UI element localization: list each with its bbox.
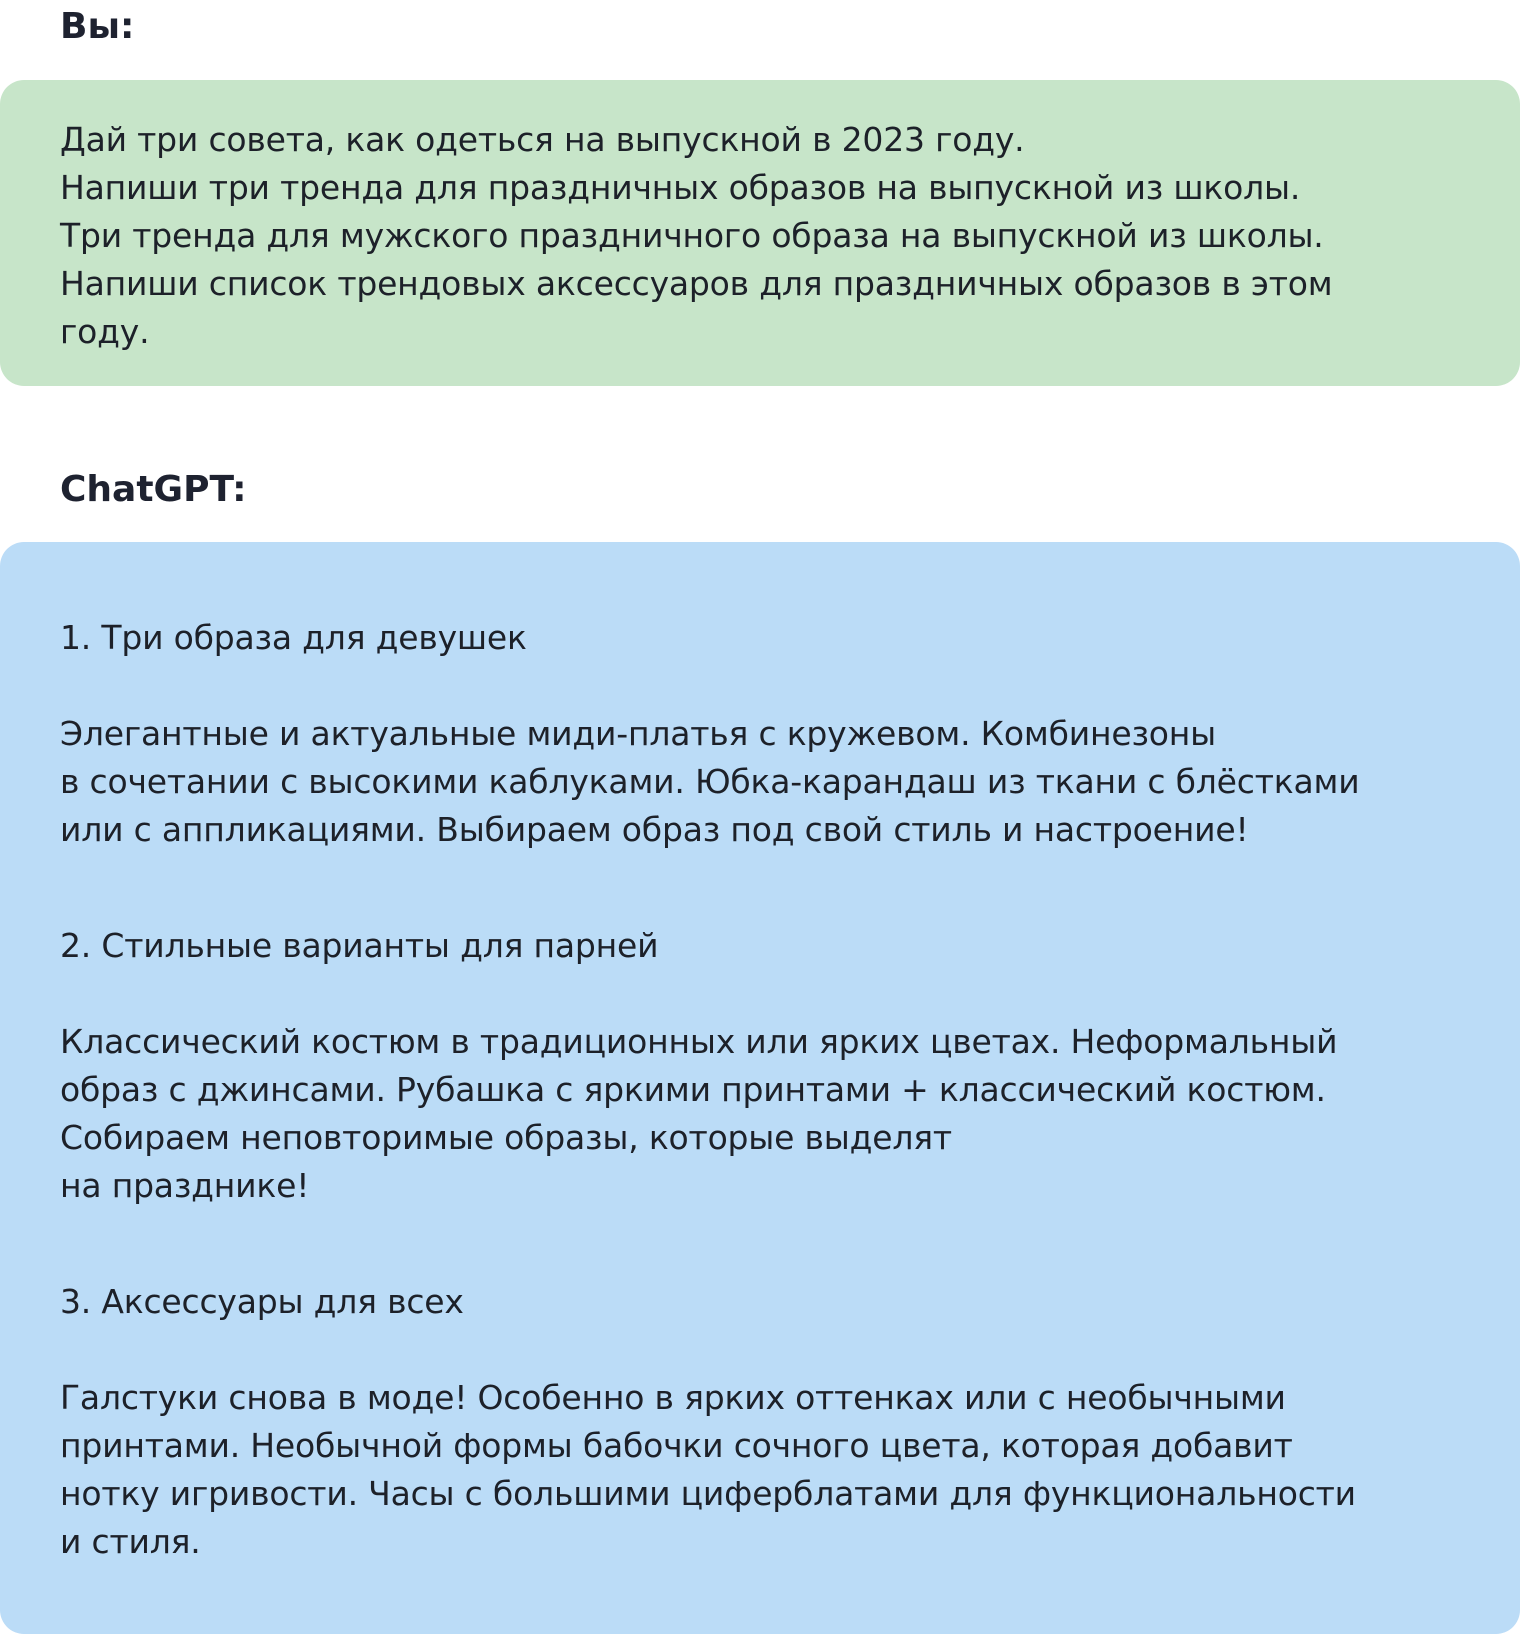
section-text-line: Галстуки снова в моде! Особенно в ярких оттенках или с необычными: [60, 1378, 1286, 1417]
section-heading: 1. Три образа для девушек: [60, 618, 527, 657]
section-text-line: принтами. Необычной формы бабочки сочного цвета, которая добавит: [60, 1426, 1293, 1465]
assistant-speaker-label: ChatGPT:: [60, 469, 247, 510]
section-text-line: или с аппликациями. Выбираем образ под свой стиль и настроение!: [60, 810, 1249, 849]
user-speaker-label: Вы:: [60, 6, 135, 47]
assistant-message-bubble: [0, 542, 1520, 1634]
section-text-line: и стиля.: [60, 1522, 201, 1561]
section-text-line: Элегантные и актуальные миди-платья с кружевом. Комбинезоны: [60, 714, 1217, 753]
section-text-line: на празднике!: [60, 1166, 310, 1205]
section-heading: 2. Стильные варианты для парней: [60, 926, 659, 965]
section-text-line: Собираем неповторимые образы, которые выделят: [60, 1118, 952, 1157]
section-text-line: нотку игривости. Часы с большими циферблатами для функциональности: [60, 1474, 1356, 1513]
user-message-line: Напиши список трендовых аксессуаров для праздничных образов в этом: [60, 264, 1333, 303]
user-message-bubble: [0, 80, 1520, 386]
user-message-line: Три тренда для мужского праздничного образа на выпускной из школы.: [60, 216, 1324, 255]
user-message-line: Напиши три тренда для праздничных образов на выпускной из школы.: [60, 168, 1301, 207]
section-text-line: образ с джинсами. Рубашка с яркими принтами + классический костюм.: [60, 1070, 1326, 1109]
section-text-line: Классический костюм в традиционных или ярких цветах. Неформальный: [60, 1022, 1338, 1061]
user-message-line: году.: [60, 312, 150, 351]
user-message-line: Дай три совета, как одеться на выпускной в 2023 году.: [60, 120, 1025, 159]
section-heading: 3. Аксессуары для всех: [60, 1282, 464, 1321]
section-text-line: в сочетании с высокими каблуками. Юбка-карандаш из ткани с блёстками: [60, 762, 1360, 801]
